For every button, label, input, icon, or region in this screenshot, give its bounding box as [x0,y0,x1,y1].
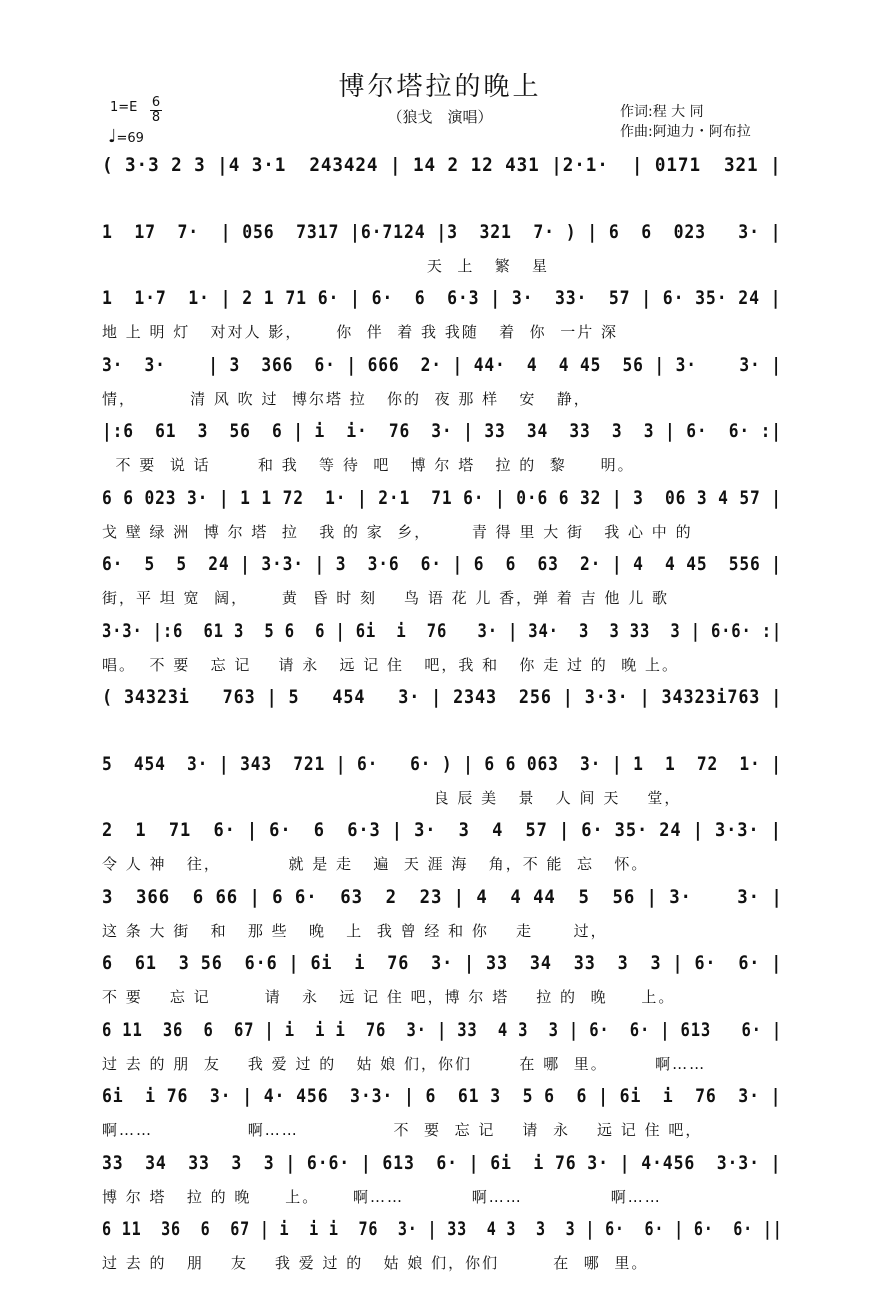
notation-line: 6· 5 5 24 | 3·3· | 3 3·6 6· | 6 6 63 2· | 4 4 45 556 | [102,553,782,575]
lyrics-line: 这 条 大 街 和 那 些 晚 上 我 曾 经 和 你 走 过， [102,922,608,940]
notation-line: 6 6 023 3· | 1 1 72 1· | 2·1 71 6· | 0·6 6 32 | 3 06 3 4 57 | [102,487,782,509]
lyrics-line: 博 尔 塔 拉 的 晚 上。 啊…… 啊…… 啊…… [102,1188,662,1206]
lyrics-line: 戈 壁 绿 洲 博 尔 塔 拉 我 的 家 乡， 青 得 里 大 街 我 心 中 的 [102,523,693,541]
composer: 作曲:阿迪力・阿布拉 [620,124,751,140]
notation-line: 33 34 33 3 3 | 6·6· | 613 6· | 6i i 76 3· | 4·456 3·3· | [102,1152,782,1174]
tempo-mark [108,126,144,147]
lyrics-line: 情， 清 风 吹 过 博尔塔 拉 你的 夜 那 样 安 静， [102,390,591,408]
notation-line: 6 61 3 56 6·6 | 6i i 76 3· | 33 34 33 3 3 | 6· 6· | [102,952,783,974]
meter-bottom: 8 [151,110,161,125]
performer-subtitle: （狼戈 演唱） [387,108,493,126]
lyrics-line: 不 要 忘 记 请 永 远 记 住 吧，博 尔 塔 拉 的 晚 上。 [102,988,676,1006]
notation-line: ( 34323i 763 | 5 454 3· | 2343 256 | 3·3· | 34323i763 | [102,686,783,708]
meter-top: 6 [151,95,161,110]
notation-line: 2 1 71 6· | 6· 6 6·3 | 3· 3 4 57 | 6· 35· 24 | 3·3· | [102,819,782,841]
quarter-note-icon: ♩ [108,126,117,147]
notation-line: 3 366 6 66 | 6 6· 63 2 23 | 4 4 44 5 56 | 3· 3· | [102,886,783,908]
lyrics-line: 唱。 不 要 忘 记 请 永 远 记 住 吧，我 和 你 走 过 的 晚 上。 [102,656,680,674]
lyrics-line: 地 上 明 灯 对对人 影， 你 伴 着 我 我随 着 你 一片 深 [102,323,618,341]
lyrics-line: 令 人 神 往， 就 是 走 遍 天 涯 海 角，不 能 忘 怀。 [102,855,649,873]
lyrics-line: 街，平 坦 宽 阔， 黄 昏 时 刻 鸟 语 花 儿 香，弹 着 吉 他 儿 歌 [102,589,669,607]
notation-line: 5 454 3· | 343 721 | 6· 6· ) | 6 6 063 3· | 1 1 72 1· | [102,753,782,775]
lyricist: 作词:程 大 同 [620,104,704,120]
song-title: 博尔塔拉的晚上 [338,72,542,102]
notation-line: |:6 61 3 56 6 | i i· 76 3· | 33 34 33 3 3 | 6· 6· :| [102,420,782,442]
notation-line: 3· 3· | 3 366 6· | 666 2· | 44· 4 4 45 56 | 3· 3· | [102,354,782,376]
lyrics-line: 过 去 的 朋 友 我 爱 过 的 姑 娘 们，你们 在 哪 里。 啊…… [102,1055,707,1073]
notation-line: 6 11 36 6 67 | i i i 76 3· | 33 4 3 3 | 6· 6· | 613 6· | [102,1019,783,1041]
lyrics-line: 良 辰 美 景 人 间 天 堂， [102,789,682,807]
key-signature: 1=E [110,100,138,115]
notation-line: 1 1·7 1· | 2 1 71 6· | 6· 6 6·3 | 3· 33· 57 | 6· 35· 24 | [102,287,782,309]
notation-line: ( 3·3 2 3 |4 3·1 243424 | 14 2 12 431 |2·1· | 0171 321 | [102,154,782,176]
lyrics-line: 过 去 的 朋 友 我 爱 过 的 姑 娘 们，你们 在 哪 里。 [102,1254,649,1272]
time-signature [150,96,162,125]
notation-line: 1 17 7· | 056 7317 |6·7124 |3 321 7· ) | 6 6 023 3· | [102,221,782,243]
notation-line: 3·3· |:6 61 3 5 6 6 | 6i i 76 3· | 34· 3 3 33 3 | 6·6· :| [102,620,783,642]
lyrics-line: 不 要 说 话 和 我 等 待 吧 博 尔 塔 拉 的 黎 明。 [102,456,635,474]
lyrics-line: 天 上 繁 星 [102,257,550,275]
notation-line: 6i i 76 3· | 4· 456 3·3· | 6 61 3 5 6 6 | 6i i 76 3· | [102,1085,782,1107]
notation-line: 6 11 36 6 67 | i i i 76 3· | 33 4 3 3 3 | 6· 6· | 6· 6· || [102,1218,783,1240]
credits [620,102,751,142]
tempo-value: =69 [116,131,144,146]
lyrics-line: 啊…… 啊…… 不 要 忘 记 请 永 远 记 住 吧， [102,1121,703,1139]
